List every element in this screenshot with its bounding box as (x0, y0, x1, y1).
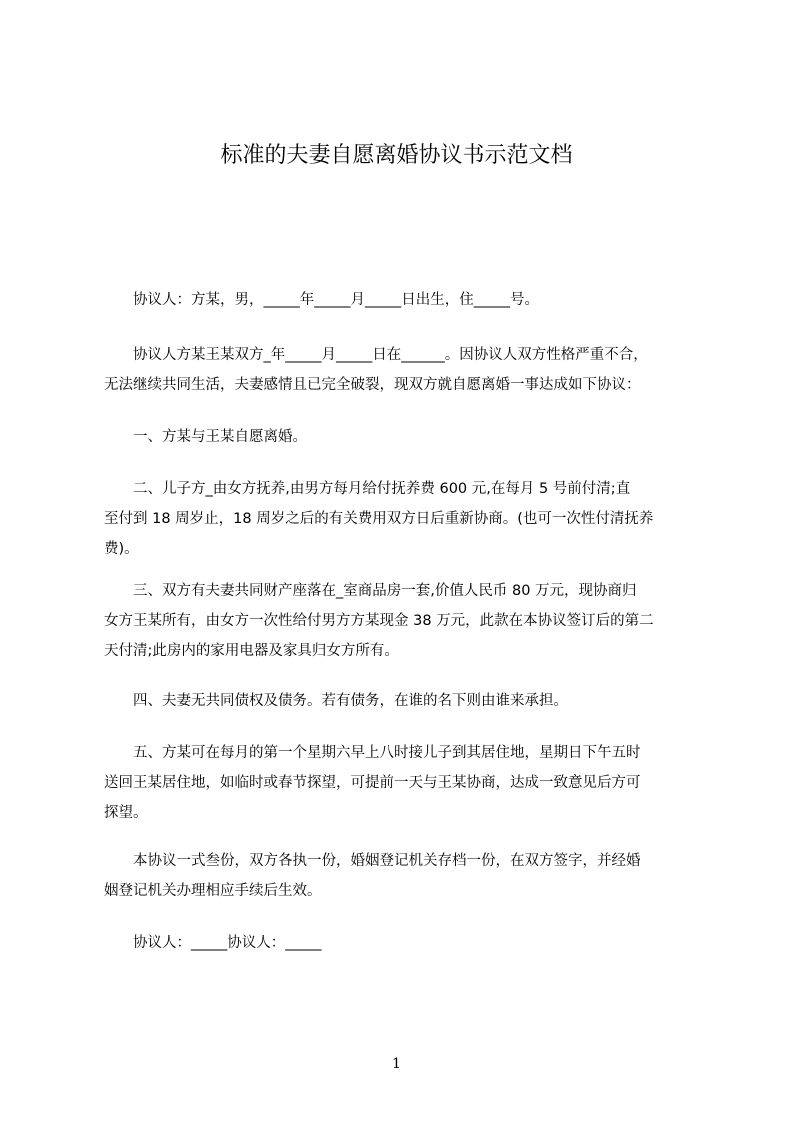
document-title: 标准的夫妻自愿离婚协议书示范文档 (220, 143, 573, 168)
paragraph-line: 协议人方某王某双方_年_____月_____日在______。因协议人双方性格严重不合， (104, 347, 648, 363)
paragraph-line: 五、方某可在每月的第一个星期六早上八时接儿子到其居住地，星期日下午五时 (104, 745, 641, 761)
paragraph-line: 协议人：方某，男，_____年_____月_____日出生，住_____号。 (104, 292, 539, 308)
paragraph-line: 本协议一式叁份，双方各执一份，婚姻登记机关存档一份，在双方签字，并经婚 (104, 853, 641, 869)
page-number: 1 (392, 1056, 401, 1072)
paragraph-copies (104, 846, 700, 906)
paragraph-line: 至付到 18 周岁止，18 周岁之后的有关费用双方日后重新协商。(也可一次性付清抚养 (104, 511, 654, 527)
paragraph-line: 费)。 (104, 541, 139, 557)
clause-4 (104, 686, 700, 716)
paragraph-line: 送回王某居住地，如临时或春节探望，可提前一天与王某协商，达成一致意见后方可 (104, 775, 641, 791)
paragraph-parties (104, 285, 700, 315)
clause-2 (104, 474, 700, 564)
paragraph-line: 姻登记机关办理相应手续后生效。 (104, 883, 322, 899)
clause-1 (104, 422, 700, 452)
paragraph-line: 一、方某与王某自愿离婚。 (104, 429, 307, 445)
paragraph-preamble (104, 340, 700, 400)
clause-5 (104, 738, 700, 828)
paragraph-line: 四、夫妻无共同债权及债务。若有债务，在谁的名下则由谁来承担。 (104, 693, 568, 709)
paragraph-line: 无法继续共同生活，夫妻感情且已完全破裂，现双方就自愿离婚一事达成如下协议： (104, 377, 641, 393)
paragraph-line: 天付清;此房内的家用电器及家具归女方所有。 (104, 643, 399, 659)
paragraph-line: 三、双方有夫妻共同财产座落在_室商品房一套,价值人民币 80 万元，现协商归 (104, 583, 637, 599)
clause-3 (104, 576, 700, 666)
paragraph-line: 探望。 (104, 805, 148, 821)
paragraph-line: 协议人：_____协议人：_____ (104, 935, 322, 951)
paragraph-line: 二、儿子方_由女方抚养,由男方每月给付抚养费 600 元,在每月 5 号前付清;直 (104, 481, 631, 497)
signature-line (104, 928, 700, 958)
paragraph-line: 女方王某所有，由女方一次性给付男方方某现金 38 万元，此款在本协议签订后的第二 (104, 613, 654, 629)
